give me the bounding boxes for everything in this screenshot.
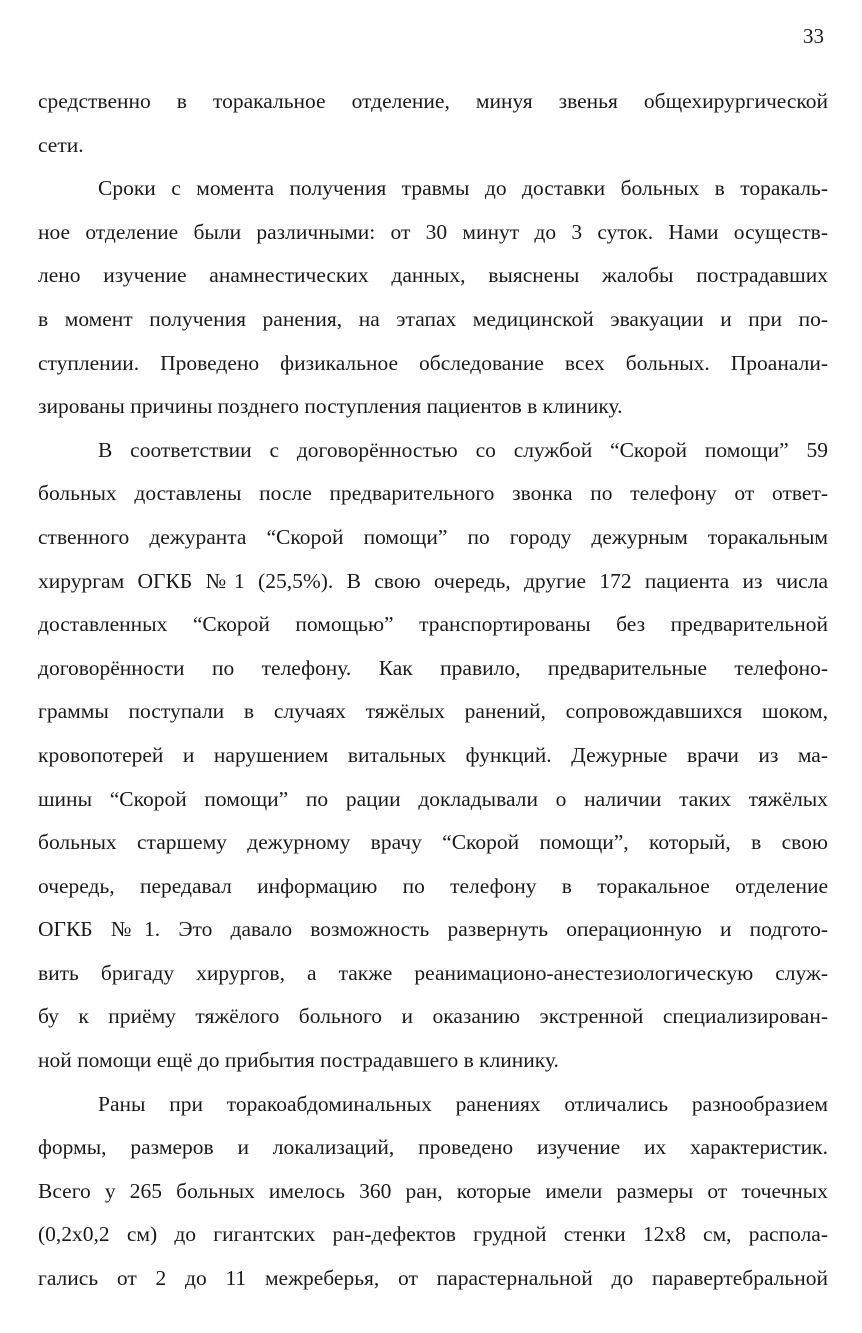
paragraph <box>38 80 828 167</box>
text-line: формы, размеров и локализаций, проведено изучение их характеристик. <box>38 1135 828 1160</box>
text-line: гались от 2 до 11 межреберья, от парастернальной до паравертебральной <box>38 1266 828 1291</box>
text-line: (0,2х0,2 см) до гигантских ран-дефектов грудной стенки 12х8 см, распола- <box>38 1222 828 1247</box>
text-line: больных доставлены после предварительного звонка по телефону от ответ- <box>38 481 828 506</box>
text-line: ное отделение были различными: от 30 минут до 3 суток. Нами осуществ- <box>38 219 828 244</box>
text-line: ступлении. Проведено физикальное обследование всех больных. Проанали- <box>38 350 828 375</box>
text-line: ной помощи ещё до прибытия пострадавшего в клинику. <box>38 1048 559 1073</box>
text-line: В соответствии с договорённостью со службой “Скорой помощи” 59 <box>98 437 828 462</box>
text-line: сети. <box>38 132 84 157</box>
text-line: Всего у 265 больных имелось 360 ран, которые имели размеры от точечных <box>38 1178 828 1203</box>
text-line: зированы причины позднего поступления пациентов в клинику. <box>38 394 623 419</box>
text-line: шины “Скорой помощи” по рации докладывали о наличии таких тяжёлых <box>38 786 828 811</box>
text-line: граммы поступали в случаях тяжёлых ранений, сопровождавшихся шоком, <box>38 699 828 724</box>
text-line: в момент получения ранения, на этапах медицинской эвакуации и при по- <box>38 306 828 331</box>
text-line: вить бригаду хирургов, а также реанимационо-анестезиологическую служ- <box>38 960 828 985</box>
text-line: средственно в торакальное отделение, минуя звенья общехирургической <box>38 89 828 113</box>
paragraph <box>38 1083 828 1301</box>
text-line: договорённости по телефону. Как правило, предварительные телефоно- <box>38 655 828 680</box>
document-body <box>38 80 828 1301</box>
text-line: доставленных “Скорой помощью” транспортированы без предварительной <box>38 612 828 637</box>
text-line: бу к приёму тяжёлого больного и оказанию экстренной специализирован- <box>38 1004 828 1029</box>
text-line: кровопотерей и нарушением витальных функций. Дежурные врачи из ма- <box>38 742 828 767</box>
text-line: больных старшему дежурному врачу “Скорой помощи”, который, в свою <box>38 830 828 855</box>
text-line: ственного дежуранта “Скорой помощи” по городу дежурным торакальным <box>38 524 828 549</box>
text-line: лено изучение анамнестических данных, выяснены жалобы пострадавших <box>38 263 828 288</box>
text-line: очередь, передавал информацию по телефону в торакальное отделение <box>38 873 828 898</box>
text-line: ОГКБ №1. Это давало возможность развернуть операционную и подгото- <box>38 917 828 942</box>
text-line: Раны при торакоабдоминальных ранениях отличались разнообразием <box>98 1091 828 1116</box>
page-number: 33 <box>803 24 824 48</box>
text-line: хирургам ОГКБ №1 (25,5%). В свою очередь, другие 172 пациента из числа <box>38 568 828 593</box>
paragraph <box>38 167 828 429</box>
text-line: Сроки с момента получения травмы до доставки больных в торакаль- <box>98 176 828 201</box>
paragraph <box>38 429 828 1083</box>
